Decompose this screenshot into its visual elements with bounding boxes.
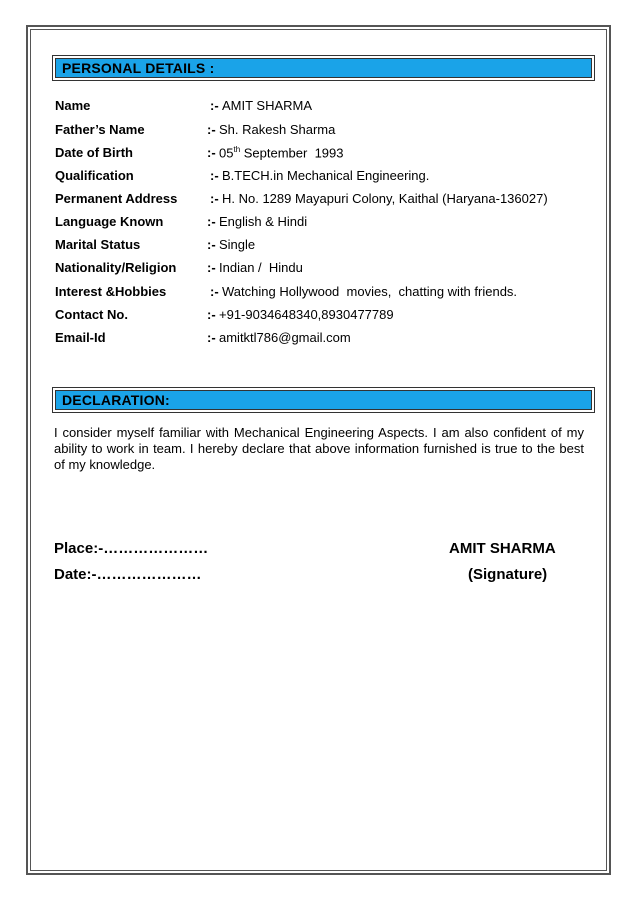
detail-value: H. No. 1289 Mayapuri Colony, Kaithal (Haryana-136027) bbox=[222, 191, 548, 206]
personal-details-title: PERSONAL DETAILS : bbox=[62, 60, 215, 76]
signature-label: (Signature) bbox=[468, 566, 548, 583]
detail-label: Father’s Name bbox=[55, 122, 145, 137]
detail-value: Sh. Rakesh Sharma bbox=[219, 122, 336, 137]
detail-value: Watching Hollywood movies, chatting with friends. bbox=[222, 284, 518, 299]
detail-label: Contact No. bbox=[55, 307, 128, 322]
detail-label: Interest &Hobbies bbox=[55, 284, 167, 299]
detail-separator: :- bbox=[207, 214, 216, 229]
declaration-title: DECLARATION: bbox=[62, 392, 170, 408]
declaration-text: I consider myself familiar with Mechanical Engineering Aspects. I am also confident of my ability to work in team. I hereby declare that above information furnished is true to the best of my knowledge. bbox=[54, 425, 584, 472]
detail-label: Name bbox=[55, 98, 91, 113]
detail-separator: :- bbox=[207, 330, 216, 345]
detail-value: +91-9034648340,8930477789 bbox=[219, 307, 394, 322]
detail-value bbox=[219, 145, 344, 160]
dob-month-year: September 1993 bbox=[240, 145, 344, 161]
detail-separator: :- bbox=[207, 237, 216, 252]
detail-separator: :- bbox=[210, 191, 219, 206]
detail-label: Marital Status bbox=[55, 237, 141, 252]
dob-day: 05 bbox=[219, 145, 234, 161]
detail-label: Date of Birth bbox=[55, 145, 133, 160]
dob-day-suffix: th bbox=[233, 145, 241, 154]
detail-value: AMIT SHARMA bbox=[222, 98, 313, 113]
date-field: Date:-………………… bbox=[54, 566, 202, 583]
detail-value: English & Hindi bbox=[219, 214, 308, 229]
personal-details-header bbox=[52, 55, 595, 81]
place-field: Place:-………………… bbox=[54, 540, 209, 557]
detail-value: Indian / Hindu bbox=[219, 260, 303, 275]
detail-label: Qualification bbox=[55, 168, 134, 183]
detail-separator: :- bbox=[210, 98, 219, 113]
detail-separator: :- bbox=[207, 122, 216, 137]
detail-label: Language Known bbox=[55, 214, 164, 229]
detail-value: amitktl786@gmail.com bbox=[219, 330, 351, 345]
signature-name: AMIT SHARMA bbox=[449, 540, 556, 557]
detail-separator: :- bbox=[207, 145, 216, 160]
detail-separator: :- bbox=[210, 284, 219, 299]
detail-label: Email-Id bbox=[55, 330, 106, 345]
detail-value: Single bbox=[219, 237, 256, 252]
detail-separator: :- bbox=[207, 260, 216, 275]
detail-label: Nationality/Religion bbox=[55, 260, 177, 275]
detail-separator: :- bbox=[210, 168, 219, 183]
declaration-header bbox=[52, 387, 595, 413]
detail-value: B.TECH.in Mechanical Engineering. bbox=[222, 168, 430, 183]
detail-separator: :- bbox=[207, 307, 216, 322]
detail-label: Permanent Address bbox=[55, 191, 178, 206]
